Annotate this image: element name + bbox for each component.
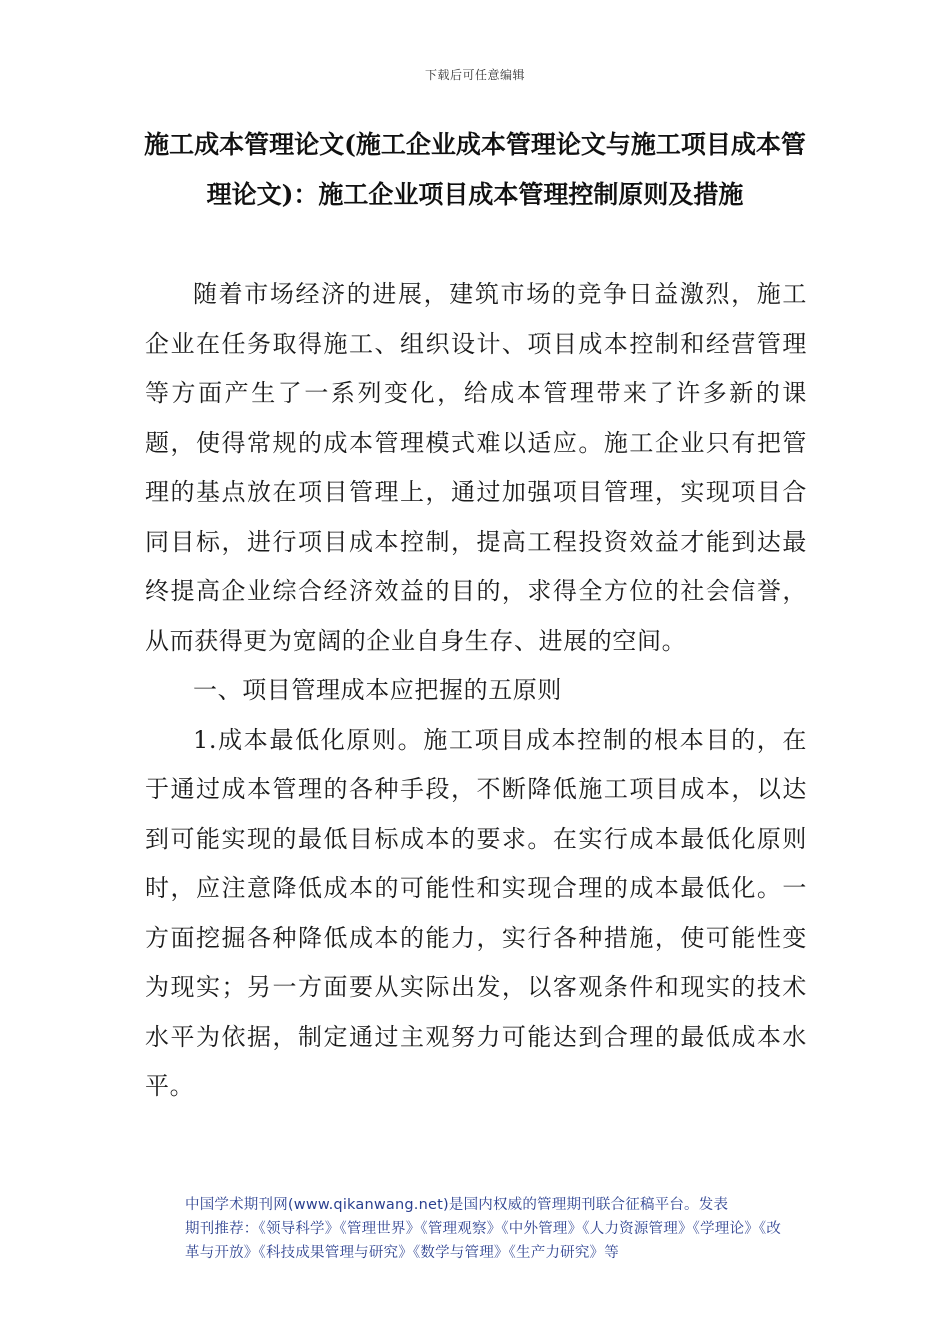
article-title: 施工成本管理论文(施工企业成本管理论文与施工项目成本管理论文)：施工企业项目成本管理控制原则及措施 — [144, 130, 806, 209]
footer-line: 期刊推荐：《领导科学》《管理世界》《管理观察》《中外管理》《人力资源管理》《学理论》《改 — [185, 1221, 782, 1237]
intro-paragraph: 随着市场经济的进展，建筑市场的竞争日益激烈，施工企业在任务取得施工、组织设计、项目成本控制和经营管理等方面产生了一系列变化，给成本管理带来了许多新的课题，使得常规的成本管理模式难以适应。施工企业只有把管理的基点放在项目管理上，通过加强项目管理，实现项目合同目标，进行项目成本控制，提高工程投资效益才能到达最终提高企业综合经济效益的目的，求得全方位的社会信誉，从而获得更为宽阔的企业自身生存、进展的空间。 — [145, 280, 807, 655]
footer-line: 中国学术期刊网(www.qikanwang.net)是国内权威的管理期刊联合征稿平台。发表 — [185, 1197, 729, 1213]
section-heading: 一、项目管理成本应把握的五原则 — [193, 676, 562, 704]
footer-line: 革与开放》《科技成果管理与研究》《数学与管理》《生产力研究》等 — [185, 1245, 619, 1261]
article-body — [145, 270, 807, 1112]
footer-advertisement — [185, 1193, 805, 1265]
header-note: 下载后可任意编辑 — [424, 68, 525, 82]
principle-paragraph: 1.成本最低化原则。施工项目成本控制的根本目的，在于通过成本管理的各种手段，不断降低施工项目成本，以达到可能实现的最低目标成本的要求。在实行成本最低化原则时，应注意降低成本的可能性和实现合理的成本最低化。一方面挖掘各种降低成本的能力，实行各种措施，使可能性变为现实；另一方面要从实际出发，以客观条件和现实的技术水平为依据，制定通过主观努力可能达到合理的最低成本水平。 — [145, 725, 807, 1100]
